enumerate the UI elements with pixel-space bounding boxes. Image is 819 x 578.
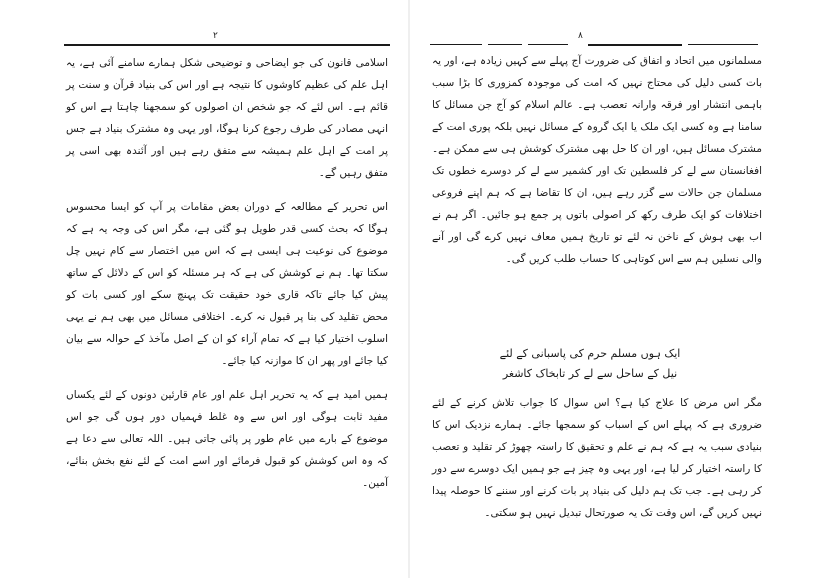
right-header-rule-3: [528, 44, 568, 45]
left-paragraph-1: اسلامی قانون کی جو ایضاحی و توضیحی شکل ہمارے سامنے آئی ہے، یہ اہل علم کی عظیم کاوشوں کا نتیجہ ہے اور اس کی بنیاد قرآن و سنت پر قائم ہے۔ اس لئے کہ جو شخص ان اصولوں کو سمجھنا چاہتا ہے اس کو انہی مصادر کی طرف رجوع کرنا ہوگا، اور یہی وہ مشترک بنیاد ہے جس پر امت کے اہل علم ہمیشہ سے متفق رہے ہیں اور آئندہ بھی اسی پر متفق رہیں گے۔: [66, 57, 388, 179]
left-paragraph-3: ہمیں امید ہے کہ یہ تحریر اہل علم اور عام قارئین دونوں کے لئے یکساں مفید ثابت ہوگی اور اس سے وہ غلط فہمیاں دور ہوں گی جو اس موضوع کے بارے میں عام طور پر پائی جاتی ہیں۔ اللہ تعالی سے دعا ہے کہ وہ اس کوشش کو قبول فرمائے اور اسے امت کے لئے نفع بخش بنائے، آمین۔: [66, 389, 388, 489]
verse-line-2: نیل کے ساحل سے لے کر تابخاک کاشغر: [502, 367, 678, 380]
right-text-column-top: [432, 50, 762, 270]
page-gutter: [408, 0, 410, 578]
right-paragraph-1: مسلمانوں میں اتحاد و اتفاق کی ضرورت آج پہلے سے کہیں زیادہ ہے، اور یہ بات کسی دلیل کی محتاج نہیں کہ امت کی موجودہ کمزوری کا بڑا سبب باہمی انتشار اور فرقہ وارانہ تعصب ہے۔ عالم اسلام کو آج جن مسائل کا سامنا ہے وہ کسی ایک ملک یا ایک گروہ کے مسائل نہیں بلکہ پوری امت کے مشترک مسائل ہیں، اور ان کا حل بھی مشترک کوشش ہی سے ممکن ہے۔ افغانستان سے لے کر فلسطین تک اور کشمیر سے لے کر دوسرے خطوں تک مسلمان جن حالات سے گزر رہے ہیں، ان کا تقاضا ہے کہ ہم اپنے فروعی اختلافات کو ایک طرف رکھ کر اصولی باتوں پر جمع ہو جائیں۔ اگر ہم نے اب بھی ہوش کے ناخن نہ لئے تو تاریخ ہمیں معاف نہیں کرے گی اور آنے والی نسلیں ہم سے اس کوتاہی کا حساب طلب کریں گی۔: [432, 55, 762, 265]
verse-couplet: [440, 344, 740, 384]
right-header-rule-5: [688, 44, 758, 45]
verse-line-1: ایک ہوں مسلم حرم کی پاسبانی کے لئے: [499, 347, 681, 360]
right-header-rule-2: [488, 44, 522, 45]
right-paragraph-2: مگر اس مرض کا علاج کیا ہے؟ اس سوال کا جواب تلاش کرنے کے لئے ضروری ہے کہ پہلے اس کے اسباب کو سمجھا جائے۔ ہمارے نزدیک اس کا بنیادی سبب یہ ہے کہ ہم نے علم و تحقیق کا راستہ چھوڑ کر تقلید و تعصب کا راستہ اختیار کر لیا ہے، اور یہی وہ چیز ہے جو ہمیں ایک دوسرے سے دور کر رہی ہے۔ جب تک ہم دلیل کی بنیاد پر بات کرنے اور سننے کا حوصلہ پیدا نہیں کریں گے، اس وقت تک یہ صورتحال تبدیل نہیں ہو سکتی۔: [432, 397, 762, 519]
left-page-number: ٢: [213, 31, 218, 41]
left-header-rule: [64, 44, 390, 46]
left-text-column: [66, 52, 388, 494]
right-header-rule-4: [588, 44, 682, 46]
left-paragraph-2: اس تحریر کے مطالعہ کے دوران بعض مقامات پر آپ کو ایسا محسوس ہوگا کہ بحث کسی قدر طویل ہو گئی ہے، مگر اس کی وجہ یہ ہے کہ موضوع کی نوعیت ہی ایسی ہے کہ اس میں اختصار سے کام نہیں چل سکتا تھا۔ ہم نے کوشش کی ہے کہ ہر مسئلہ کو اس کے دلائل کے ساتھ پیش کیا جائے تاکہ قاری خود حقیقت تک پہنچ سکے اور کسی بات کو محض تقلید کی بنا پر قبول نہ کرے۔ اختلافی مسائل میں بھی ہم نے یہی اسلوب اختیار کیا ہے کہ تمام آراء کو ان کے اصل مآخذ کے حوالہ سے بیان کیا جائے اور پھر ان کا موازنہ کیا جائے۔: [66, 201, 388, 367]
right-header-rule-1: [430, 44, 482, 45]
right-text-column-bottom: [432, 392, 762, 524]
right-page-number: ٨: [578, 31, 583, 41]
